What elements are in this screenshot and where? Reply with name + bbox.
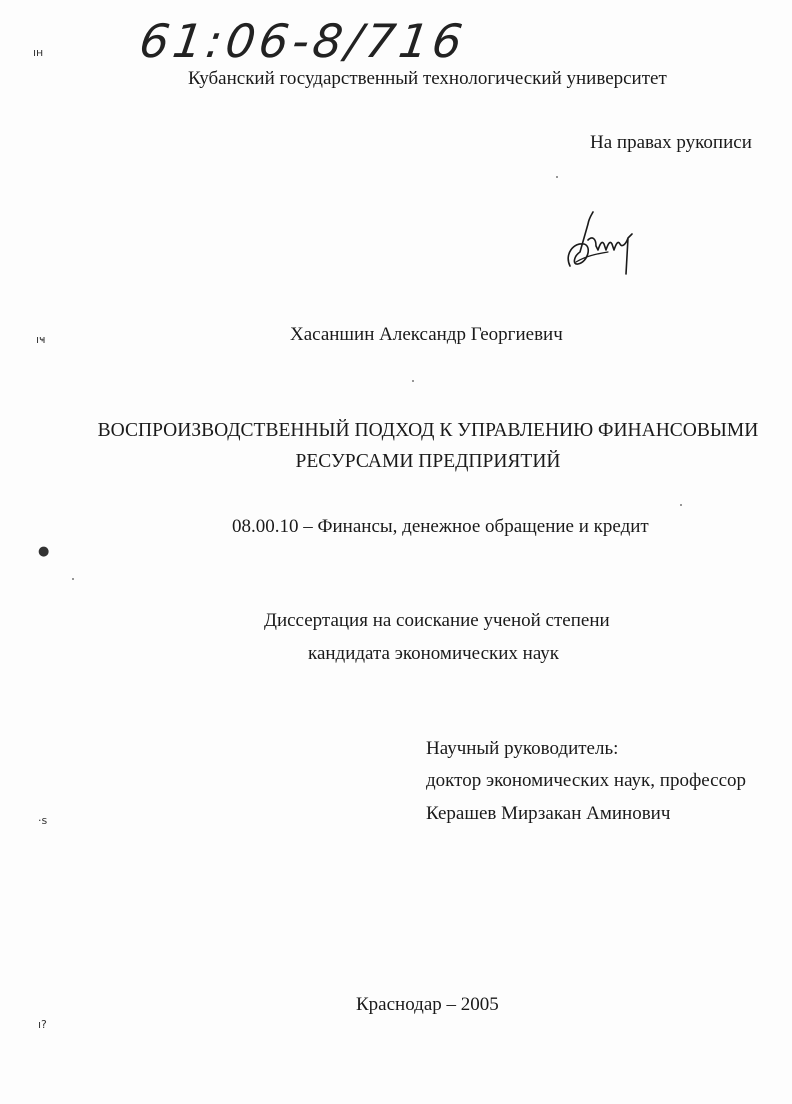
supervisor-name: Керашев Мирзакан Аминович [426,803,671,824]
author-signature [562,204,642,284]
dissertation-purpose-line-2: кандидата экономических наук [308,643,560,664]
dissertation-purpose-line-1: Диссертация на соискание ученой степени [264,610,610,631]
handwritten-archive-code: 61:06-8/716 [136,14,470,68]
supervisor-degree: доктор экономических наук, профессор [426,770,747,791]
supervisor-label: Научный руководитель: [426,738,619,759]
specialty-code: 08.00.10 – Финансы, денежное обращение и кредит [232,516,649,537]
scan-speck [556,176,558,178]
dissertation-title-line-1: ВОСПРОИЗВОДСТВЕННЫЙ ПОДХОД К УПРАВЛЕНИЮ ФИНАНСОВЫМИ [97,420,759,441]
scan-mark: ● [38,544,50,559]
scan-mark: ıн [33,46,44,59]
scan-speck [680,504,682,506]
city-and-year: Краснодар – 2005 [356,994,499,1015]
manuscript-rights-note: На правах рукописи [590,132,752,153]
university-name: Кубанский государственный технологический университет [188,68,667,89]
scan-speck [72,578,74,580]
author-name: Хасаншин Александр Георгиевич [290,324,563,345]
scan-mark: ·ѕ [38,814,48,827]
scan-speck [412,380,414,382]
scan-mark: ı? [38,1018,47,1031]
scan-mark: ıҹ [36,333,46,346]
dissertation-title-line-2: РЕСУРСАМИ ПРЕДПРИЯТИЙ [295,451,561,472]
